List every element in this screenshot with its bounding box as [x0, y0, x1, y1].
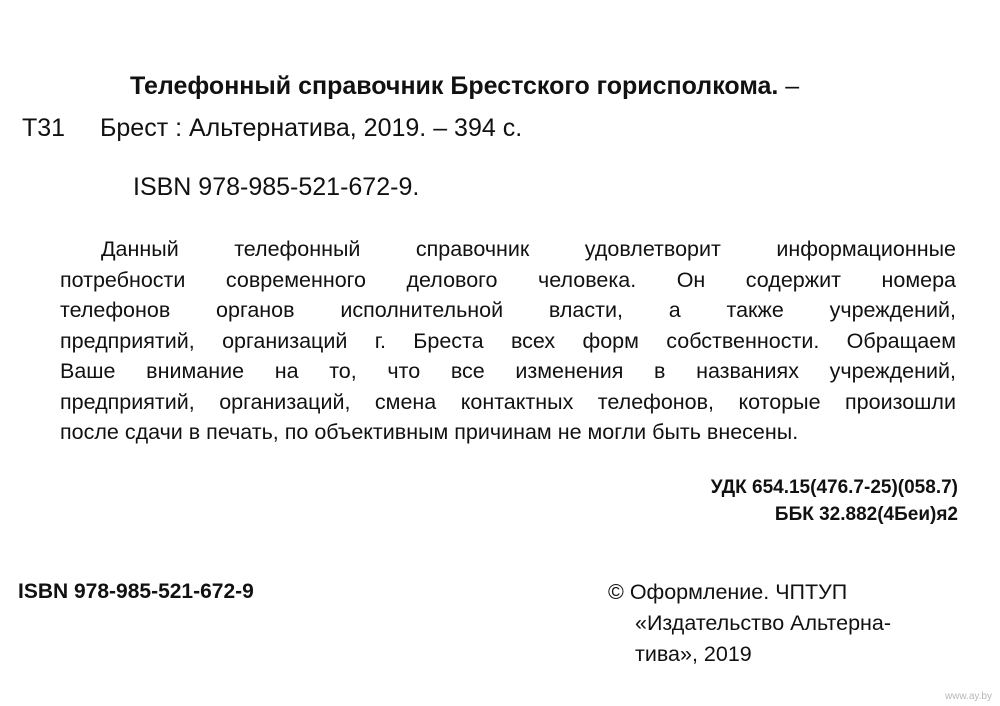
classification-codes	[711, 474, 958, 528]
book-title	[130, 72, 799, 101]
copyright-line: © Оформление. ЧПТУП	[608, 580, 848, 604]
call-number: Т31	[22, 114, 66, 142]
udk-code: УДК 654.15(476.7-25)(058.7)	[710, 477, 958, 498]
copyright-line: тива», 2019	[635, 642, 752, 666]
abstract-line: телефонов органов исполнительной власти, а также учреждений,	[60, 298, 956, 322]
imprint-line: Брест : Альтернатива, 2019. – 394 с.	[100, 114, 523, 142]
copyright-line: «Издательство Альтерна-	[635, 611, 892, 635]
abstract-line: Ваше внимание на то, что все изменения в названиях учреждений,	[60, 359, 956, 383]
isbn-record: ISBN 978-985-521-672-9.	[133, 173, 420, 201]
abstract-paragraph	[60, 234, 956, 448]
abstract-line: предприятий, организаций г. Бреста всех форм собственности. Обращаем	[60, 328, 956, 353]
abstract-line: Данный телефонный справочник удовлетворит информационные	[101, 237, 956, 261]
copyright-notice	[608, 577, 891, 670]
watermark: www.ay.by	[944, 691, 992, 702]
abstract-line: потребности современного делового человека. Он содержит номера	[60, 267, 956, 292]
bbk-code: ББК 32.882(4Беи)я2	[774, 504, 958, 525]
abstract-line: после сдачи в печать, по объективным причинам не могли быть внесены.	[60, 420, 799, 444]
isbn-footer: ISBN 978-985-521-672-9	[18, 580, 254, 603]
title-dash: –	[778, 72, 800, 100]
book-title-text: Телефонный справочник Брестского горисполкома.	[130, 72, 779, 100]
abstract-line: предприятий, организаций, смена контактных телефонов, которые произошли	[60, 389, 956, 414]
